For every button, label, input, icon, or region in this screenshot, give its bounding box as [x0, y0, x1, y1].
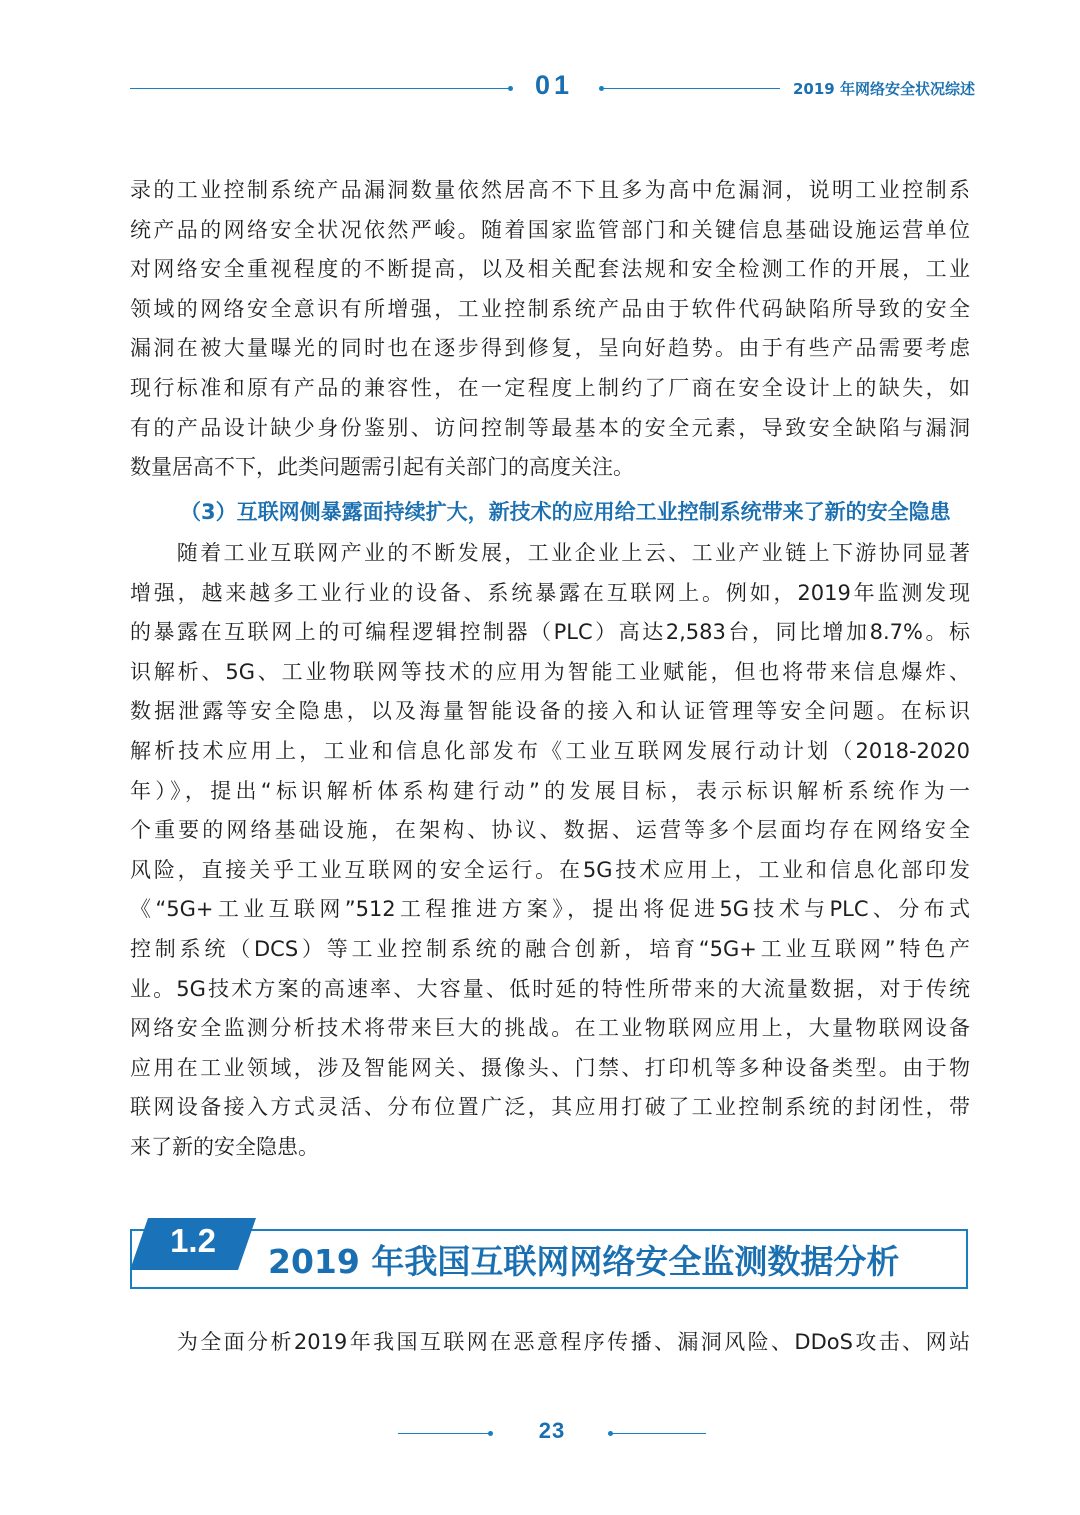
text-line: 录的工业控制系统产品漏洞数量依然居高不下且多为高中危漏洞，说明工业控制系 [130, 178, 970, 202]
text-line: 解析技术应用上，工业和信息化部发布《工业互联网发展行动计划（2018-2020 [130, 738, 970, 763]
text-line: 风险，直接关乎工业互联网的安全运行。在5G技术应用上，工业和信息化部印发 [130, 857, 970, 882]
paragraph-2 [130, 534, 970, 1168]
footer-rule-right [612, 1433, 706, 1434]
text-line: 增强，越来越多工业行业的设备、系统暴露在互联网上。例如，2019年监测发现 [130, 580, 970, 605]
text-line: 控制系统（DCS）等工业控制系统的融合创新，培育“5G+工业互联网”特色产 [130, 936, 970, 961]
header-rule-right [604, 88, 780, 89]
text-line: 现行标准和原有产品的兼容性，在一定程度上制约了厂商在安全设计上的缺失，如 [130, 375, 970, 400]
text-line: 《“5G+工业互联网”512工程推进方案》，提出将促进5G技术与PLC、分布式 [130, 897, 970, 922]
text-line: 随着工业互联网产业的不断发展，工业企业上云、工业产业链上下游协同显著 [130, 541, 970, 565]
header-rule-left [130, 88, 510, 89]
page-number: 23 [538, 1418, 566, 1443]
text-line: 业。5G技术方案的高速率、大容量、低时延的特性所带来的大流量数据，对于传统 [130, 976, 970, 1001]
text-line: 有的产品设计缺少身份鉴别、访问控制等最基本的安全元素，导致安全缺陷与漏洞 [130, 415, 970, 440]
text-line: 年）》，提出“标识解析体系构建行动”的发展目标，表示标识解析系统作为一 [130, 778, 970, 803]
paragraph-3: 为全面分析2019年我国互联网在恶意程序传播、漏洞风险、DDoS攻击、网站 [130, 1330, 970, 1354]
text-line: 联网设备接入方式灵活、分布位置广泛，其应用打破了工业控制系统的封闭性，带 [130, 1095, 970, 1120]
subsection-heading: （3）互联网侧暴露面持续扩大，新技术的应用给工业控制系统带来了新的安全隐患 [180, 500, 951, 524]
running-title: 2019 年网络安全状况综述 [793, 80, 975, 98]
text-line: 网络安全监测分析技术将带来巨大的挑战。在工业物联网应用上，大量物联网设备 [130, 1016, 970, 1041]
text-line: 领域的网络安全意识有所增强，工业控制系统产品由于软件代码缺陷所导致的安全 [130, 296, 970, 321]
text-line: 来了新的安全隐患。 [130, 1134, 319, 1159]
text-line: 个重要的网络基础设施，在架构、协议、数据、运营等多个层面均存在网络安全 [130, 818, 970, 843]
text-line: 应用在工业领域，涉及智能网关、摄像头、门禁、打印机等多种设备类型。由于物 [130, 1055, 970, 1080]
text-line: 统产品的网络安全状况依然严峻。随着国家监管部门和关键信息基础设施运营单位 [130, 217, 970, 242]
footer-dot-left [488, 1431, 493, 1436]
section-number: 1.2 [170, 1222, 216, 1259]
text-line: 对网络安全重视程度的不断提高，以及相关配套法规和安全检测工作的开展，工业 [130, 257, 970, 282]
text-line: 识解析、5G、工业物联网等技术的应用为智能工业赋能，但也将带来信息爆炸、 [130, 659, 970, 684]
header-dot-left [508, 86, 513, 91]
footer-rule-left [398, 1433, 490, 1434]
text-line: 数量居高不下，此类问题需引起有关部门的高度关注。 [130, 455, 634, 480]
text-line: 数据泄露等安全隐患，以及海量智能设备的接入和认证管理等安全问题。在标识 [130, 699, 970, 724]
chapter-number: 01 [534, 70, 574, 100]
paragraph-1 [130, 171, 970, 488]
text-line: 的暴露在互联网上的可编程逻辑控制器（PLC）高达2,583台，同比增加8.7%。标 [130, 620, 970, 645]
text-line: 漏洞在被大量曝光的同时也在逐步得到修复，呈向好趋势。由于有些产品需要考虑 [130, 336, 970, 361]
section-title: 2019 年我国互联网网络安全监测数据分析 [268, 1242, 900, 1281]
